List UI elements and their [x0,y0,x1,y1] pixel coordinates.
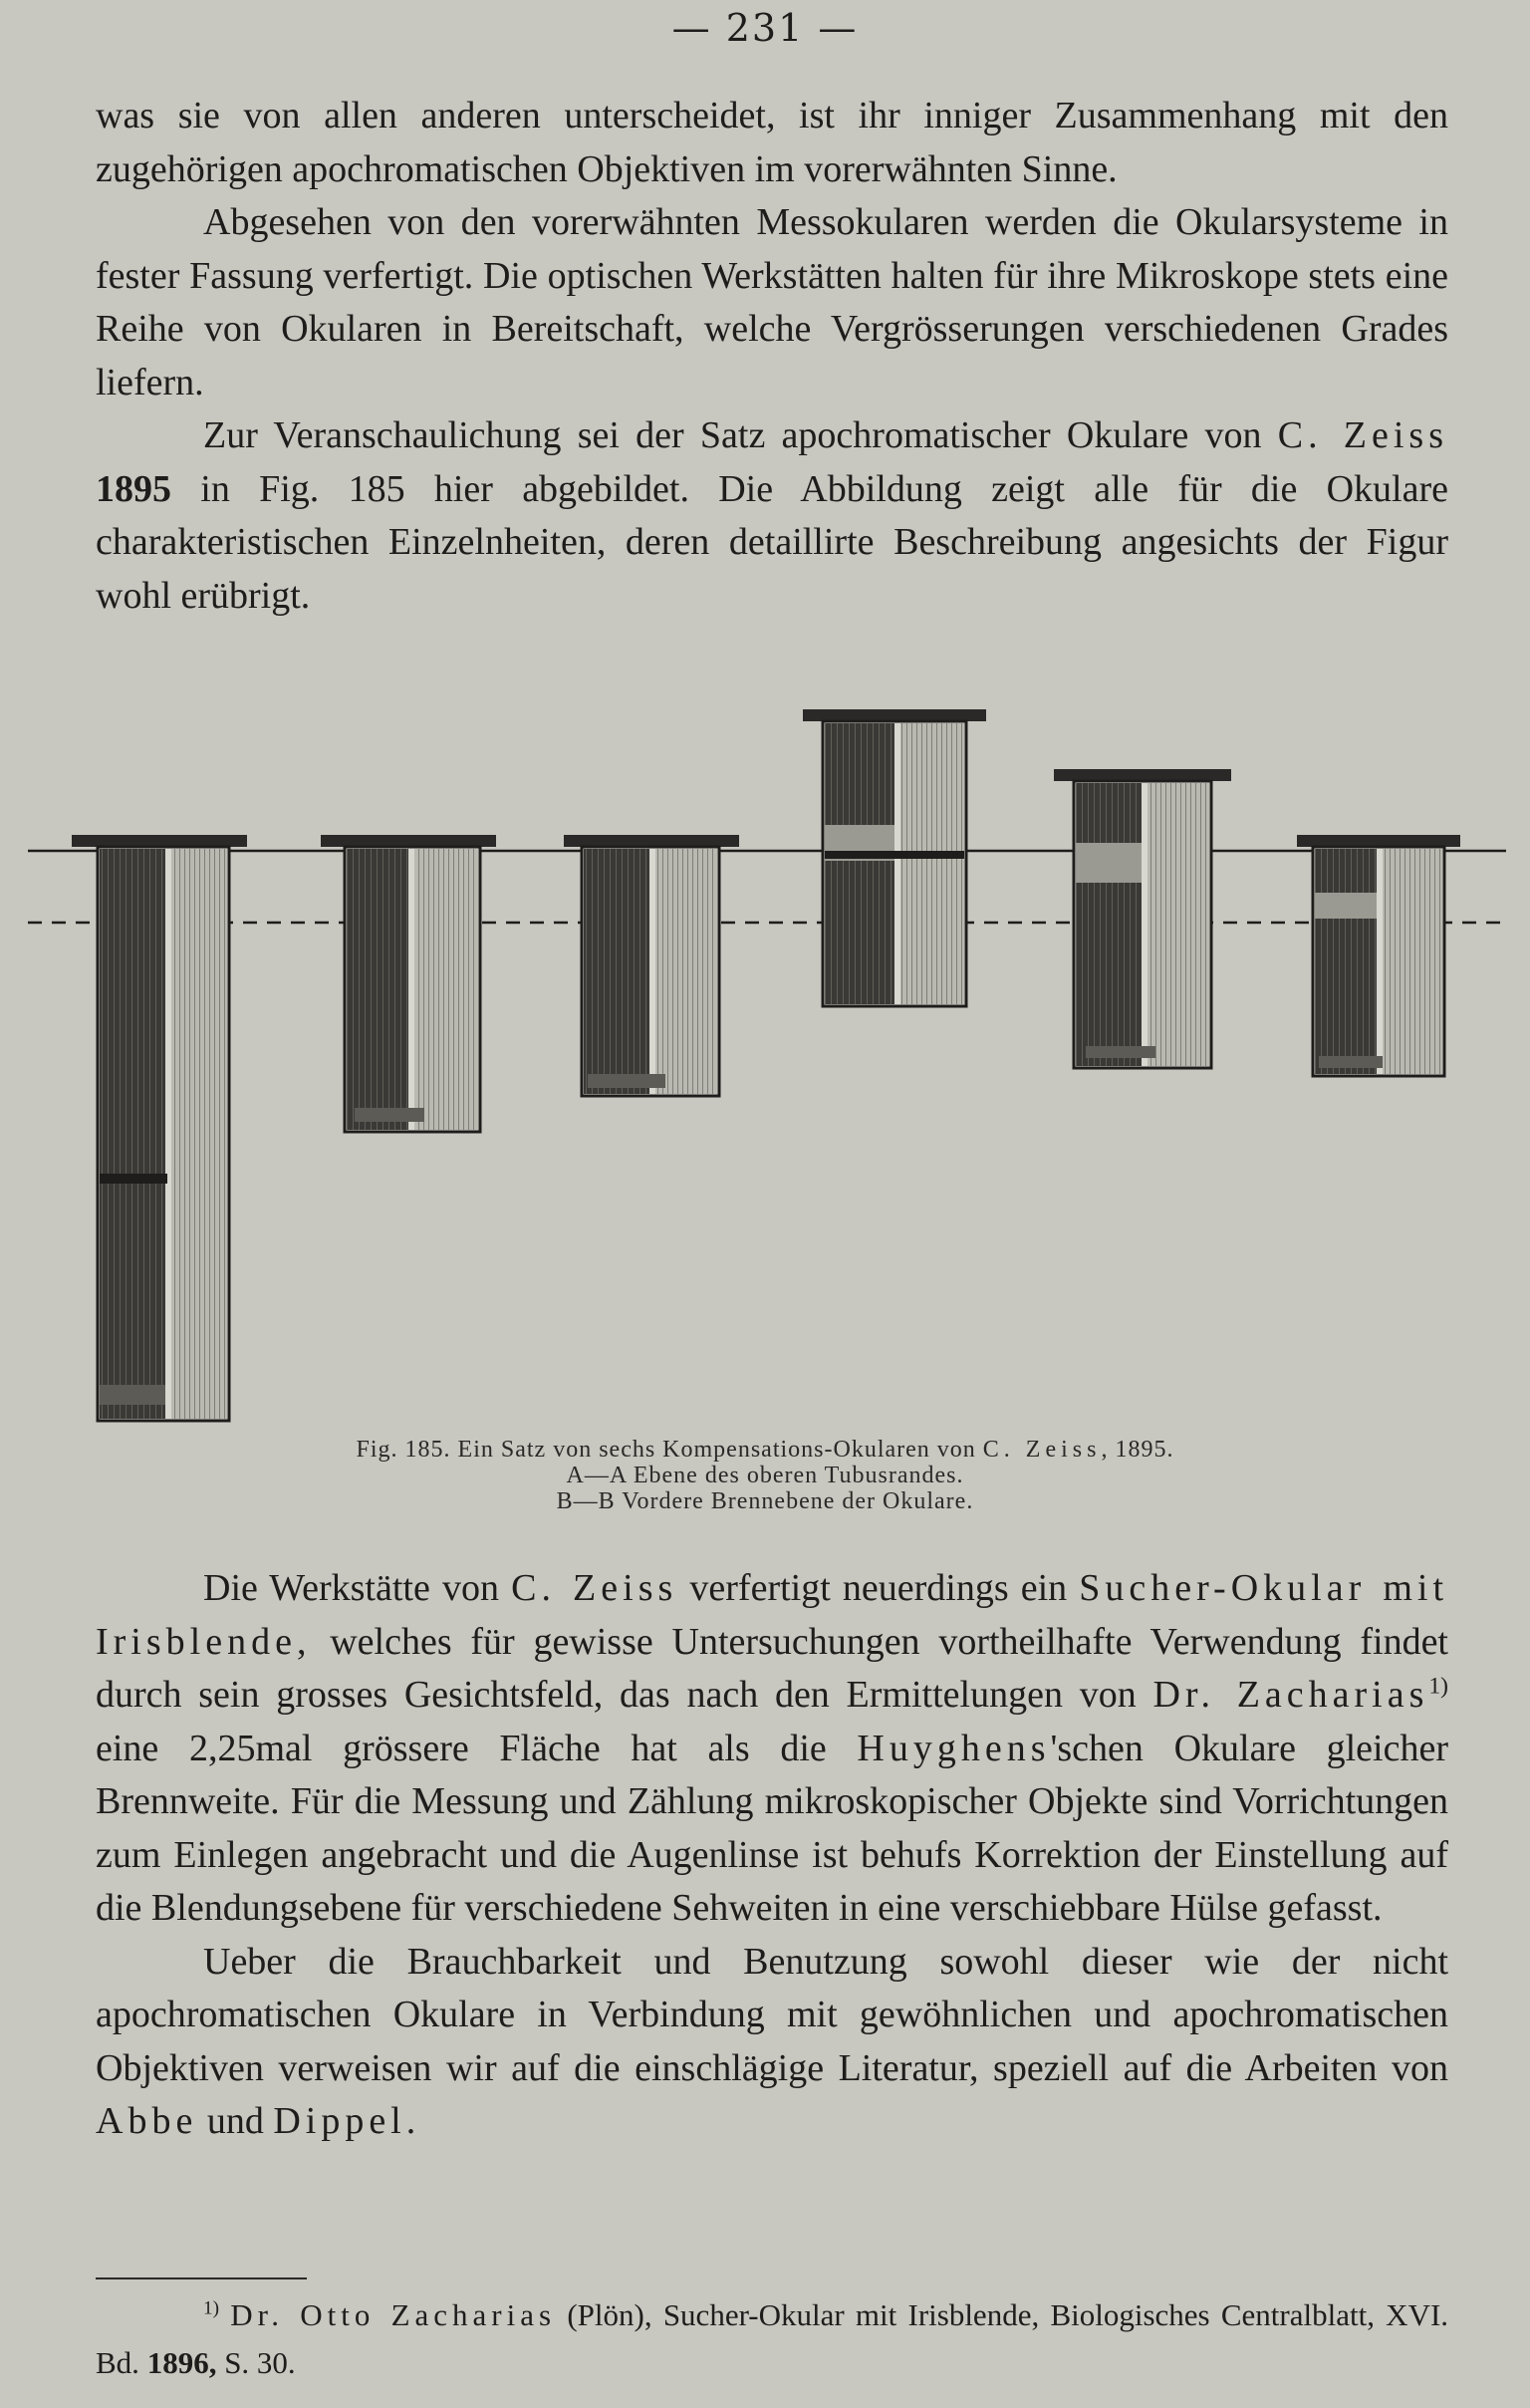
eyepiece-1 [72,835,247,1421]
page-number: — 231 — [671,6,859,50]
eyepieces-illustration [0,697,1530,1435]
eyepiece-4 [803,709,986,1006]
paragraph: Zur Veranschaulichung sei der Satz apochromatischer Okulare von C. Zeiss 1895 in Fig. 185 hier abgebildet. Die Abbildung zeigt alle für die Okulare charakteristischen Einzelnheiten, deren detaillirte Beschreibung angesichts der Figur wohl erübrigt. [96,414,1449,617]
figure-caption: Fig. 185. Ein Satz von sechs Kompensations-Okularen von C. Zeiss, 1895. A—A Ebene des oberen Tubusrandes. B—B Vordere Brennebene der Okulare. [356,1437,1174,1514]
person-name: C. Zeiss [982,1437,1102,1463]
eyepiece-2 [321,835,496,1132]
paragraph: was sie von allen anderen unterscheidet, ist ihr inniger Zusammenhang mit den zugehörigen apochromatischen Objektiven im vorerwähnten Sinne. [96,95,1448,190]
eyepiece-figure [0,697,1530,1435]
body-text [96,1562,1448,2149]
eyepiece-3 [564,835,739,1096]
paragraph: Ueber die Brauchbarkeit und Benutzung sowohl dieser wie der nicht apochromatischen Okulare in Verbindung mit gewöhnlichen und apochromatischen Objektiven verweisen wir auf die einschlägige Literatur, speziell auf die Arbeiten von Abbe und Dippel. [96,1940,1448,2142]
footnote: $^{1)}$ Dr. Otto Zacharias (Plön), Sucher-Okular mit Irisblende, Biologisches Centralblatt, XVI. Bd. 1896, S. 30. [96,2297,1449,2380]
paragraph: Abgesehen von den vorerwähnten Messokularen werden die Okularsysteme in fester Fassung verfertigt. Die optischen Werkstätten halten für ihre Mikroskope stets eine Reihe von Okularen in Bereitschaft, welche Vergrösserungen verschiedenen Grades liefern. [96,201,1448,403]
person-name: C. Zeiss [1277,414,1449,456]
paragraph: Die Werkstätte von C. Zeiss verfertigt neuerdings ein Sucher-Okular mit Irisblende, welches für gewisse Untersuchungen vortheilhafte Verwendung findet durch sein grosses Gesichtsfeld, das nach den Ermittelungen von Dr. Zacharias$^{1)}$ eine 2,25mal grössere Fläche hat als die Huyghens'schen Okulare gleicher Brennweite. Für die Messung und Zählung mikroskopischer Objekte sind Vorrichtungen zum Einlegen angebracht und die Augenlinse ist behufs Korrektion der Einstellung auf die Blendungsebene für verschiedene Sehweiten in eine verschiebbare Hülse gefasst. [96,1567,1449,1929]
footnote-reference: 1) [1428,1673,1449,1700]
footnote-divider [96,2277,307,2279]
year: 1895 [96,467,171,510]
intro-text [96,90,1448,623]
eyepiece-5 [1054,769,1231,1068]
eyepiece-6 [1297,835,1460,1076]
